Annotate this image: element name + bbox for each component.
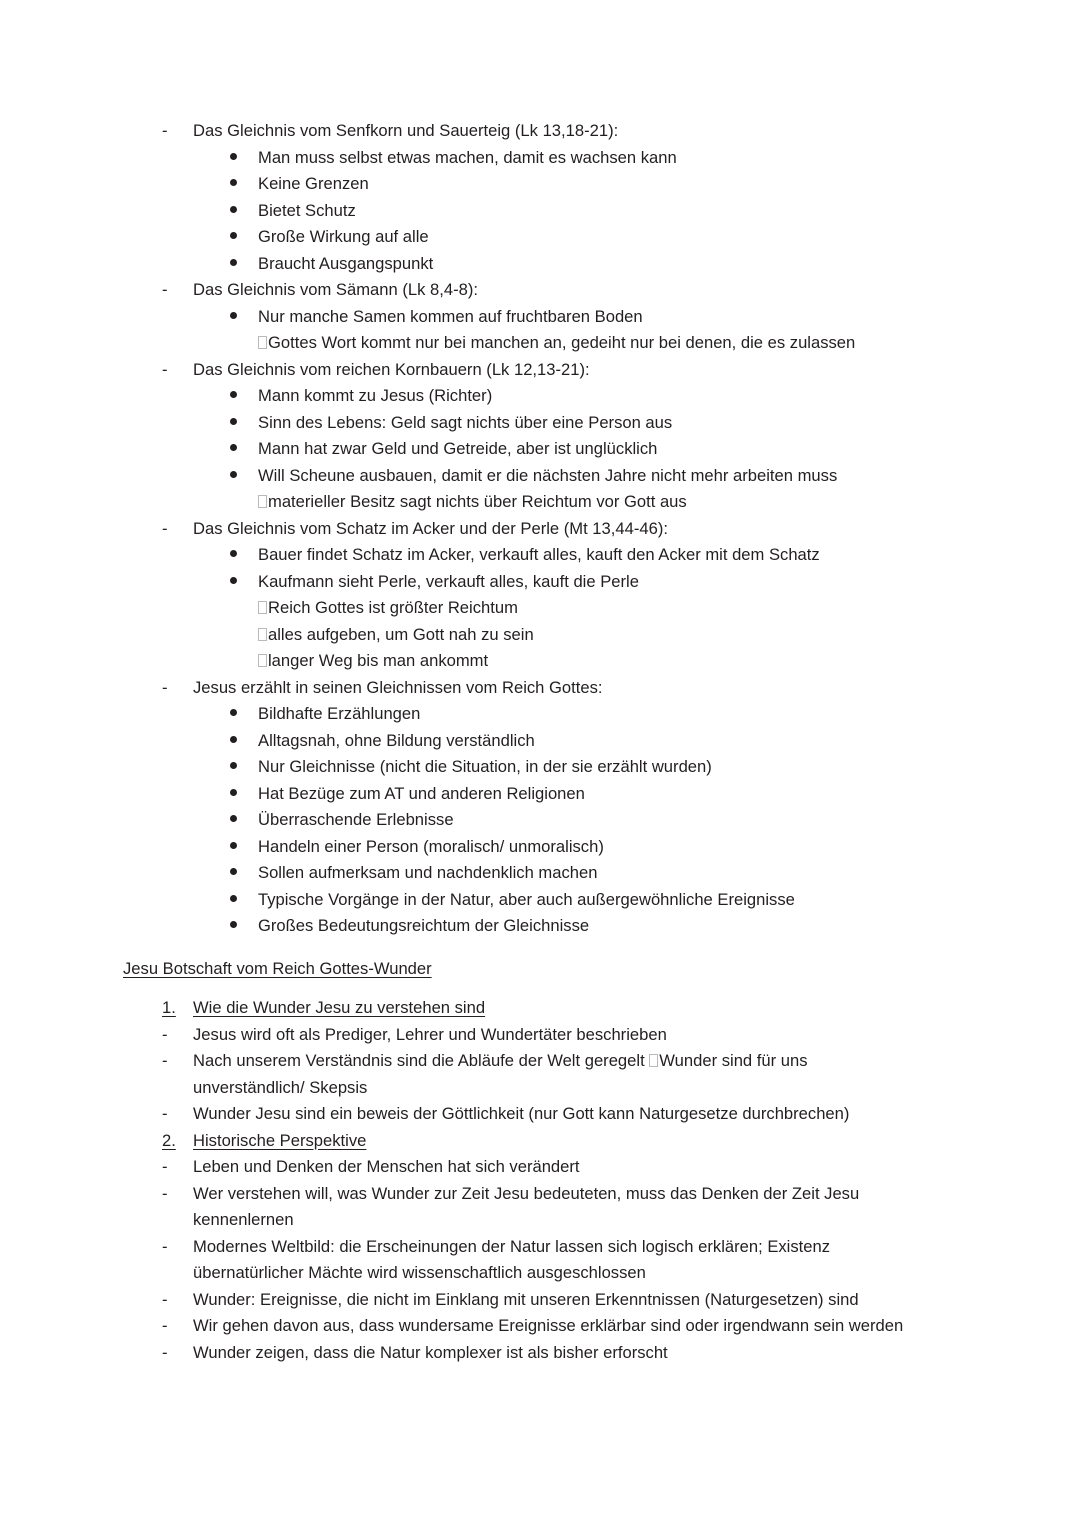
list-item-label: Das Gleichnis vom Sämann (Lk 8,4-8): — [193, 280, 478, 299]
note-label: Gottes Wort kommt nur bei manchen an, gedeiht nur bei denen, die es zulassen — [268, 333, 856, 352]
list-item — [230, 834, 918, 861]
dash-marker: - — [162, 1024, 168, 1044]
list-item — [230, 807, 918, 834]
bullet-icon — [230, 171, 258, 198]
list-item-label: Wir gehen davon aus, dass wundersame Ereignisse erklärbar sind oder irgendwann sein werden — [193, 1316, 904, 1335]
list-item — [230, 887, 918, 914]
bullet-icon — [230, 860, 258, 887]
list-item-label: Leben und Denken der Menschen hat sich verändert — [193, 1157, 580, 1176]
list-item-label: Man muss selbst etwas machen, damit es wachsen kann — [258, 147, 677, 167]
list-item — [230, 304, 918, 331]
list-item — [162, 675, 918, 702]
list-item — [230, 781, 918, 808]
bullet-icon — [230, 913, 258, 940]
list-item-label: Mann kommt zu Jesus (Richter) — [258, 386, 493, 405]
list-item — [230, 436, 918, 463]
bullet-icon — [230, 807, 258, 834]
note-label: materieller Besitz sagt nichts über Reichtum vor Gott aus — [268, 492, 687, 511]
text-before-box: Nach unserem Verständnis sind die Abläufe der Welt geregelt — [193, 1051, 650, 1070]
list-item-label: Bildhafte Erzählungen — [258, 704, 421, 723]
section-title: Historische Perspektive — [193, 1130, 367, 1150]
dash-marker: - — [162, 1236, 168, 1256]
bullet-icon — [230, 224, 258, 251]
list-item-label: Alltagsnah, ohne Bildung verständlich — [258, 730, 535, 750]
dash-marker: - — [162, 121, 168, 140]
dash-marker: - — [162, 518, 168, 538]
text-after-box: Wunder sind für uns unverständlich/ Skepsis — [193, 1051, 808, 1097]
dash-marker: - — [162, 677, 168, 697]
list-item — [162, 1181, 918, 1234]
section-number: 2. — [162, 1130, 176, 1150]
bullet-icon — [230, 728, 258, 755]
list-item — [230, 463, 918, 490]
dash-marker: - — [162, 1342, 168, 1362]
missing-glyph-box-icon — [649, 1054, 658, 1067]
dash-marker: - — [162, 1183, 168, 1203]
note-line — [258, 648, 918, 675]
list-item — [162, 1340, 918, 1367]
bullet-icon — [230, 701, 258, 728]
dash-marker: - — [162, 1104, 168, 1123]
list-item — [230, 251, 918, 278]
list-item — [162, 1287, 918, 1314]
dash-marker: - — [162, 1316, 168, 1335]
list-item-label: Wer verstehen will, was Wunder zur Zeit Jesu bedeuteten, muss das Denken der Zeit Jesu kennenlernen — [193, 1183, 860, 1229]
list-item — [230, 224, 918, 251]
bullet-icon — [230, 410, 258, 437]
list-item — [162, 516, 918, 543]
list-item-label: Handeln einer Person (moralisch/ unmoralisch) — [258, 836, 604, 856]
section-heading-wrapper — [123, 956, 918, 983]
list-item-label: Große Wirkung auf alle — [258, 227, 429, 246]
note-label: alles aufgeben, um Gott nah zu sein — [268, 624, 534, 644]
bullet-icon — [230, 198, 258, 225]
list-item-label: Das Gleichnis vom Senfkorn und Sauerteig (Lk 13,18-21): — [193, 121, 619, 140]
list-item — [230, 198, 918, 225]
bullet-icon — [230, 436, 258, 463]
list-item-label: Nur Gleichnisse (nicht die Situation, in der sie erzählt wurden) — [258, 757, 712, 776]
list-item-label: Wunder Jesu sind ein beweis der Göttlichkeit (nur Gott kann Naturgesetze durchbrechen) — [193, 1104, 850, 1123]
list-item — [230, 860, 918, 887]
list-item — [230, 410, 918, 437]
list-item-label: Braucht Ausgangspunkt — [258, 253, 434, 273]
missing-glyph-box-icon — [258, 495, 267, 508]
list-item — [162, 277, 918, 304]
document-body — [123, 118, 918, 1366]
bullet-icon — [230, 781, 258, 808]
list-item-label: Will Scheune ausbauen, damit er die nächsten Jahre nicht mehr arbeiten muss — [258, 465, 838, 485]
list-item-label: Keine Grenzen — [258, 174, 369, 193]
list-item — [162, 1154, 918, 1181]
missing-glyph-box-icon — [258, 654, 267, 667]
list-item-label: Überraschende Erlebnisse — [258, 810, 454, 829]
missing-glyph-box-icon — [258, 336, 267, 349]
list-item-label: Wunder: Ereignisse, die nicht im Einklang mit unseren Erkenntnissen (Naturgesetzen) sind — [193, 1289, 859, 1309]
list-item-label: Jesus erzählt in seinen Gleichnissen vom Reich Gottes: — [193, 677, 603, 697]
list-item — [230, 383, 918, 410]
note-line — [258, 489, 918, 516]
list-item — [162, 357, 918, 384]
section-title: Wie die Wunder Jesu zu verstehen sind — [193, 998, 486, 1017]
list-item — [162, 1234, 918, 1287]
list-item — [162, 118, 918, 145]
section-2-heading — [162, 1128, 918, 1155]
bullet-icon — [230, 145, 258, 172]
dash-marker: - — [162, 1289, 168, 1309]
list-item — [230, 728, 918, 755]
list-item-label: Mann hat zwar Geld und Getreide, aber ist unglücklich — [258, 439, 658, 458]
missing-glyph-box-icon — [258, 601, 267, 614]
missing-glyph-box-icon — [258, 628, 267, 641]
note-line — [258, 330, 918, 357]
bullet-icon — [230, 834, 258, 861]
list-item — [162, 1313, 918, 1340]
list-item-label: Bietet Schutz — [258, 200, 356, 220]
note-line — [258, 595, 918, 622]
note-line — [258, 622, 918, 649]
bullet-icon — [230, 542, 258, 569]
dash-marker: - — [162, 1051, 168, 1070]
bullet-icon — [230, 383, 258, 410]
bullet-icon — [230, 304, 258, 331]
list-item — [230, 145, 918, 172]
list-item-label: Das Gleichnis vom reichen Kornbauern (Lk 12,13-21): — [193, 359, 590, 379]
list-item-label: Sollen aufmerksam und nachdenklich machen — [258, 863, 598, 882]
bullet-icon — [230, 463, 258, 490]
note-label: Reich Gottes ist größter Reichtum — [268, 598, 518, 617]
list-item-label: Modernes Weltbild: die Erscheinungen der Natur lassen sich logisch erklären; Existenz übernatürlicher Mächte wird wissenschaftlich ausgeschlossen — [193, 1236, 831, 1282]
dash-marker: - — [162, 1157, 168, 1176]
section-1-heading — [162, 995, 918, 1022]
list-item-label: Typische Vorgänge in der Natur, aber auch außergewöhnliche Ereignisse — [258, 889, 795, 909]
list-item — [162, 1101, 918, 1128]
list-item-label: Wunder zeigen, dass die Natur komplexer ist als bisher erforscht — [193, 1342, 668, 1362]
bullet-icon — [230, 251, 258, 278]
list-item-label: Großes Bedeutungsreichtum der Gleichnisse — [258, 916, 590, 935]
list-item — [230, 913, 918, 940]
section-number: 1. — [162, 998, 176, 1017]
list-item-label: Kaufmann sieht Perle, verkauft alles, kauft die Perle — [258, 571, 639, 591]
bullet-icon — [230, 754, 258, 781]
list-item-label: Bauer findet Schatz im Acker, verkauft alles, kauft den Acker mit dem Schatz — [258, 545, 820, 564]
page-title: Jesu Botschaft vom Reich Gottes-Wunder — [123, 958, 432, 978]
bullet-icon — [230, 569, 258, 596]
list-item — [230, 171, 918, 198]
list-item-label: Das Gleichnis vom Schatz im Acker und der Perle (Mt 13,44-46): — [193, 518, 668, 538]
list-item — [230, 701, 918, 728]
list-item-label: Hat Bezüge zum AT und anderen Religionen — [258, 783, 585, 803]
list-item — [230, 754, 918, 781]
note-label: langer Weg bis man ankommt — [268, 651, 489, 670]
list-item-label: Nur manche Samen kommen auf fruchtbaren Boden — [258, 306, 643, 326]
list-item — [162, 1048, 918, 1101]
dash-marker: - — [162, 280, 168, 299]
list-item-label: Jesus wird oft als Prediger, Lehrer und Wundertäter beschrieben — [193, 1024, 667, 1044]
bullet-icon — [230, 887, 258, 914]
list-item — [230, 569, 918, 596]
list-item-label — [193, 1048, 918, 1101]
dash-marker: - — [162, 359, 168, 379]
list-item-label: Sinn des Lebens: Geld sagt nichts über eine Person aus — [258, 412, 673, 432]
list-item — [162, 1022, 918, 1049]
list-item — [230, 542, 918, 569]
